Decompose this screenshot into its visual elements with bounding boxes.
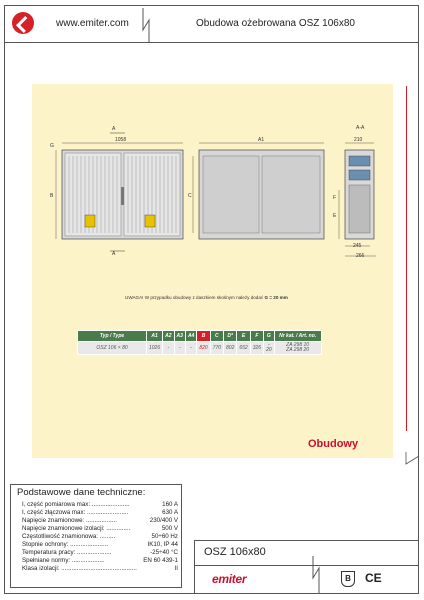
- cell-d: 802: [224, 342, 237, 355]
- section-label-AA: A-A: [356, 125, 365, 131]
- col-b: B: [197, 331, 210, 342]
- dim-210: 210: [354, 137, 363, 143]
- cell-a4: -: [185, 342, 196, 355]
- tech-data-title: Podstawowe dane techniczne:: [17, 487, 146, 498]
- dim-label-E: E: [333, 213, 337, 219]
- cell-e: 652: [237, 342, 250, 355]
- document-title: Obudowa ożebrowana OSZ 106x80: [196, 18, 355, 29]
- col-a1: A1: [147, 331, 163, 342]
- cell-a1: 1026: [147, 342, 163, 355]
- col-a4: A4: [185, 331, 196, 342]
- b-certification-icon: B: [341, 571, 355, 587]
- list-item: Temperatura pracy: .................... -25÷40 °C: [22, 549, 178, 556]
- rear-view: [188, 137, 324, 239]
- list-item: Częstotliwość znamionowa: ......... 50÷60 Hz: [22, 533, 178, 540]
- side-view: [333, 125, 376, 259]
- cell-type: OSZ 106 × 80: [78, 342, 147, 355]
- cell-g: - 20: [264, 342, 275, 355]
- col-art-no: Nr kat. / Art. no.: [274, 331, 321, 342]
- col-c: C: [210, 331, 223, 342]
- list-item: Klasa izolacji: ............................................ II: [22, 565, 178, 572]
- list-item: Spełniane normy: ................... EN 60 439-1: [22, 557, 178, 564]
- dim-266: 266: [356, 253, 365, 259]
- cell-c: 770: [210, 342, 223, 355]
- spec-table-header: [78, 331, 322, 342]
- dim-label-B: B: [50, 193, 54, 199]
- ce-mark-icon: CE: [365, 571, 382, 585]
- dim-label-G: G: [50, 143, 54, 149]
- list-item: I, część złączowa max: ........................ 630 A: [22, 509, 178, 516]
- emiter-brand-logo: emiter: [212, 572, 247, 586]
- col-type: Typ / Type: [78, 331, 147, 342]
- dim-245: 245: [353, 243, 362, 249]
- cell-f: 326: [250, 342, 263, 355]
- col-e: E: [237, 331, 250, 342]
- table-row: [78, 342, 322, 355]
- note-text: UWAGA! W przypadku obudowy z daszkiem skośnym należy dodać G = 20 mm: [125, 295, 288, 300]
- list-item: Napięcie znamionowe: .................. 230/400 V: [22, 517, 178, 524]
- list-item: Napięcie znamionowe izolacji: .............. 500 V: [22, 525, 178, 532]
- col-a3: A3: [174, 331, 185, 342]
- cell-a2: -: [163, 342, 174, 355]
- model-name: OSZ 106x80: [204, 546, 266, 558]
- dim-A1: A1: [258, 137, 265, 143]
- col-g: G: [264, 331, 275, 342]
- spec-table: [77, 330, 322, 355]
- model-top-line: [194, 540, 419, 541]
- dim-1058: 1058: [115, 137, 127, 143]
- col-a2: A2: [163, 331, 174, 342]
- front-view: [50, 126, 183, 257]
- tech-data-list: [22, 501, 178, 573]
- cell-b: 820: [197, 342, 210, 355]
- cell-a3: -: [174, 342, 185, 355]
- dim-label-C: C: [188, 193, 192, 199]
- model-divider: [194, 540, 195, 594]
- col-f: F: [250, 331, 263, 342]
- dim-label-F: F: [333, 195, 337, 201]
- list-item: Stopnie ochrony: ...................... IK10, IP 44: [22, 541, 178, 548]
- category-label: Obudowy: [308, 438, 359, 450]
- cell-art-no: ZA 298 10 ZA 298 20: [274, 342, 321, 355]
- website-url[interactable]: www.emiter.com: [56, 18, 129, 29]
- section-label-A-bottom: A: [112, 251, 116, 257]
- section-label-A-top: A: [112, 126, 116, 132]
- category-arrow-line: [330, 452, 420, 492]
- zigzag-footer-icon: [307, 556, 327, 594]
- list-item: I, część pomiarowa max: ...................... 160 A: [22, 501, 178, 508]
- col-d: D*: [224, 331, 237, 342]
